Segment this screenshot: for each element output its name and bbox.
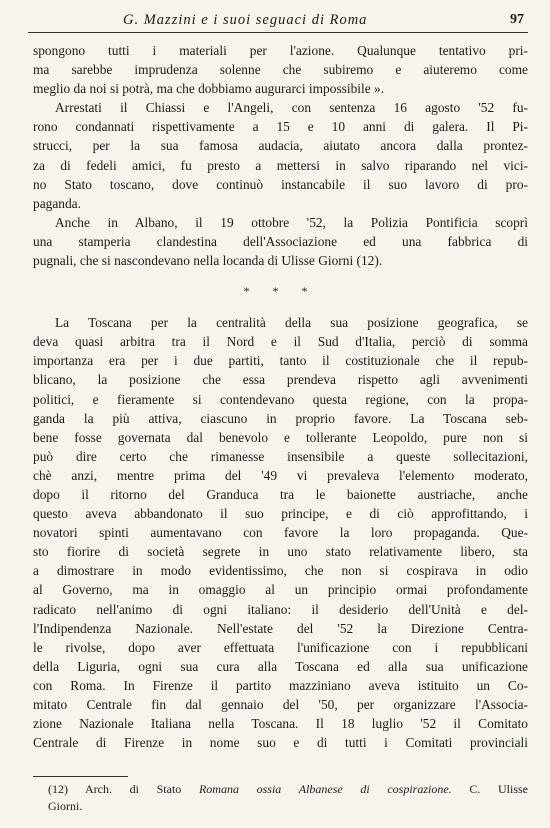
- text-line: le rivolse, dopo aver effettuata l'unificazione con i repubblicani: [33, 639, 528, 655]
- footnote-rule: [33, 776, 128, 777]
- footnote: [48, 781, 528, 815]
- running-head: G. Mazzini e i suoi seguaci di Roma: [123, 12, 368, 28]
- text-line: zione Nazionale Italiana nella Toscana. Il 18 luglio '52 il Comitato: [33, 716, 528, 732]
- footnote-name-cont: Giorni.: [48, 799, 83, 813]
- text-line: mitato Centrale fin dal gennaio del '50, per organizzare l'Associa-: [33, 697, 528, 712]
- text-line: politici, e fieramente si contendevano questa regione, con la propa-: [33, 391, 528, 407]
- text-line: importanza era per i due partiti, tanto il costituzionale che il repub-: [33, 353, 528, 369]
- text-line: Centrale di Firenze in nome suo e di tutti i Comitati provinciali: [33, 735, 528, 751]
- text-line: La Toscana per la centralità della sua posizione geografica, se: [55, 315, 528, 331]
- text-line: una stamperia clandestina dell'Associazione ed una fabbrica di: [33, 233, 528, 249]
- text-line: meglio da noi si potrà, ma che dobbiamo augurarci impossibile ».: [33, 81, 385, 97]
- paragraph: [33, 213, 528, 270]
- text-line: sto fiorire di società segrete in uno stato relativamente libero, sta: [33, 544, 528, 560]
- text-line: bene fosse governata dal benevolo e tollerante Leopoldo, pure non si: [33, 429, 528, 445]
- paragraph: [33, 41, 528, 98]
- footnote-source: Arch. di Stato: [85, 782, 182, 796]
- text-line: blicano, la posizione che essa prendeva rispetto agli avvenimenti: [33, 372, 528, 388]
- text-line: a dimostrare in modo evidentissimo, che non si cospirava in odio: [33, 563, 528, 579]
- text-line: za di fedeli amici, fu presto a mettersi in salvo riparando nel vici-: [33, 157, 528, 173]
- text-line: ganda la più attiva, ciascuno in proprio favore. La Toscana seb-: [33, 410, 528, 426]
- text-line: Arrestati il Chiassi e l'Angeli, con sentenza 16 agosto '52 fu-: [55, 100, 528, 116]
- text-line: questo aveva abbandonato il suo principe, e di ciò approfittando, i: [33, 506, 528, 522]
- text-line: rono condannati rispettivamente a 15 e 10 anni di galera. Il Pi-: [33, 119, 528, 135]
- text-line: chè anzi, mentre prima del '49 vi prevaleva l'elemento moderato,: [33, 467, 528, 483]
- text-line: strucci, per la sua famosa audacia, aiutato ancora dalla prontez-: [33, 138, 528, 154]
- text-line: no Stato toscano, dove continuò instancabile il suo lavoro di pro-: [33, 176, 528, 192]
- text-line: con Roma. In Firenze il partito mazziniano aveva istituito un Co-: [33, 677, 528, 693]
- body-text: [33, 41, 528, 752]
- text-line: della Liguria, ogni sua cura alla Toscana ed alla sua unificazione: [33, 658, 528, 674]
- text-line: radicato nell'animo di ogni italiano: il desiderio dell'Unità e del-: [33, 601, 528, 617]
- text-line: paganda.: [33, 195, 81, 211]
- footnote-name: C. Ulisse: [469, 782, 528, 796]
- text-line: pugnali, che si nascondevano nella locanda di Ulisse Giorni (12).: [33, 253, 383, 269]
- paragraph: [33, 313, 528, 752]
- footnote-title: Romana ossia Albanese di cospirazione.: [198, 782, 452, 796]
- page-header: [28, 10, 528, 33]
- text-line: Anche in Albano, il 19 ottobre '52, la Polizia Pontificia scoprì: [55, 214, 528, 230]
- text-line: novatori spinti aumentavano con favore la loro propaganda. Que-: [33, 525, 528, 541]
- footnote-marker: (12): [48, 782, 68, 796]
- text-line: può dire certo che rimanesse insensibile a queste sollecitazioni,: [33, 448, 528, 464]
- text-line: l'Indipendenza Nazionale. Nell'estate del '52 la Direzione Centra-: [33, 620, 528, 636]
- paragraph: [33, 98, 528, 213]
- text-line: deva quasi arbitra tra il Nord e il Sud d'Italia, perciò di somma: [33, 334, 528, 350]
- section-separator: * * *: [243, 284, 318, 299]
- text-line: al Governo, ma in omaggio al un principio ormai profondamente: [33, 582, 528, 598]
- text-line: dopo il ritorno del Granduca tra le baionette austriache, anche: [33, 486, 528, 502]
- text-line: spongono tutti i materiali per l'azione. Qualunque tentativo pri-: [33, 43, 528, 58]
- text-line: ma sarebbe imprudenza solenne che subiremo e aiuteremo come: [33, 62, 528, 78]
- page-number: 97: [510, 12, 524, 27]
